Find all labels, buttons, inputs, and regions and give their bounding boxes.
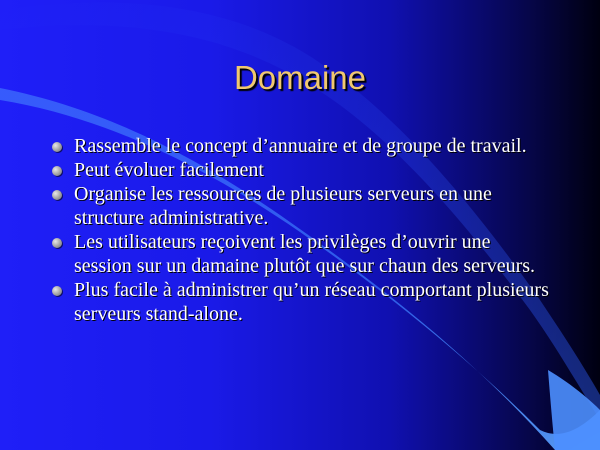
bullet-sphere-icon bbox=[52, 286, 62, 296]
bullet-sphere-icon bbox=[52, 142, 62, 152]
bullet-item bbox=[50, 278, 550, 326]
bullet-list bbox=[50, 134, 550, 326]
bullet-text: Plus facile à administrer qu’un réseau comportant plusieurs serveurs stand-alone. bbox=[74, 279, 549, 325]
slide-title: Domaine bbox=[233, 59, 367, 96]
bullet-text: Rassemble le concept d’annuaire et de groupe de travail. bbox=[74, 135, 527, 157]
bullet-text: Les utilisateurs reçoivent les privilèges d’ouvrir une session sur un damaine plutôt que sur chaun des serveurs. bbox=[74, 231, 536, 277]
bullet-text: Organise les ressources de plusieurs serveurs en une structure administrative. bbox=[74, 183, 492, 229]
bullet-item bbox=[50, 134, 550, 158]
bullet-item bbox=[50, 230, 550, 278]
bullet-item bbox=[50, 182, 550, 230]
bullet-sphere-icon bbox=[52, 190, 62, 200]
bullet-sphere-icon bbox=[52, 238, 62, 248]
bullet-text: Peut évoluer facilement bbox=[74, 159, 264, 181]
bullet-item bbox=[50, 158, 550, 182]
bullet-sphere-icon bbox=[52, 166, 62, 176]
